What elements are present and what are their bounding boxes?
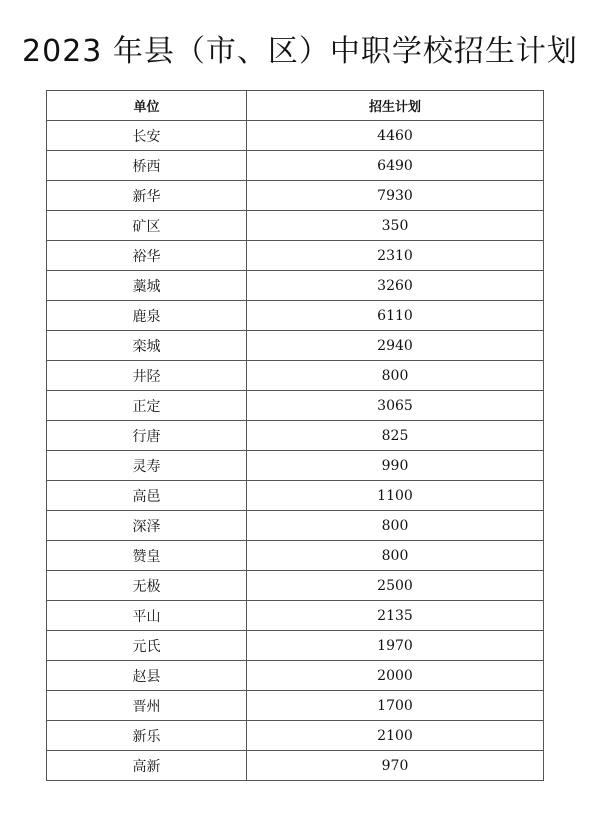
- table-row: [47, 391, 544, 421]
- table-row: [47, 271, 544, 301]
- enrollment-plan-table: [46, 90, 544, 781]
- unit-cell: 桥西: [47, 151, 247, 181]
- plan-cell: 350: [247, 211, 544, 241]
- plan-cell: 800: [247, 361, 544, 391]
- unit-cell: 平山: [47, 601, 247, 631]
- table-row: [47, 241, 544, 271]
- unit-cell: 元氏: [47, 631, 247, 661]
- plan-cell: 2940: [247, 331, 544, 361]
- plan-cell: 800: [247, 511, 544, 541]
- table-row: [47, 511, 544, 541]
- unit-cell: 深泽: [47, 511, 247, 541]
- plan-cell: 2135: [247, 601, 544, 631]
- unit-cell: 赵县: [47, 661, 247, 691]
- plan-cell: 2500: [247, 571, 544, 601]
- table-row: [47, 721, 544, 751]
- table-row: [47, 121, 544, 151]
- unit-cell: 裕华: [47, 241, 247, 271]
- unit-cell: 井陉: [47, 361, 247, 391]
- plan-cell: 6110: [247, 301, 544, 331]
- unit-cell: 灵寿: [47, 451, 247, 481]
- table-row: [47, 631, 544, 661]
- plan-cell: 800: [247, 541, 544, 571]
- page-title: 2023 年县（市、区）中职学校招生计划: [22, 34, 578, 69]
- unit-cell: 矿区: [47, 211, 247, 241]
- table-header-row: [47, 91, 544, 121]
- table-row: [47, 541, 544, 571]
- table-row: [47, 421, 544, 451]
- table-row: [47, 151, 544, 181]
- plan-cell: 2310: [247, 241, 544, 271]
- unit-cell: 高新: [47, 751, 247, 781]
- plan-cell: 4460: [247, 121, 544, 151]
- unit-cell: 栾城: [47, 331, 247, 361]
- unit-cell: 行唐: [47, 421, 247, 451]
- table-row: [47, 301, 544, 331]
- plan-cell: 6490: [247, 151, 544, 181]
- table-row: [47, 691, 544, 721]
- unit-cell: 藁城: [47, 271, 247, 301]
- table-row: [47, 661, 544, 691]
- plan-cell: 7930: [247, 181, 544, 211]
- plan-cell: 990: [247, 451, 544, 481]
- plan-cell: 1700: [247, 691, 544, 721]
- unit-cell: 无极: [47, 571, 247, 601]
- table-row: [47, 361, 544, 391]
- plan-cell: 3065: [247, 391, 544, 421]
- plan-cell: 825: [247, 421, 544, 451]
- table-row: [47, 481, 544, 511]
- plan-cell: 970: [247, 751, 544, 781]
- table-row: [47, 181, 544, 211]
- plan-cell: 3260: [247, 271, 544, 301]
- column-header-plan: 招生计划: [247, 91, 544, 121]
- unit-cell: 正定: [47, 391, 247, 421]
- plan-cell: 2100: [247, 721, 544, 751]
- unit-cell: 赞皇: [47, 541, 247, 571]
- table-row: [47, 601, 544, 631]
- unit-cell: 新华: [47, 181, 247, 211]
- unit-cell: 高邑: [47, 481, 247, 511]
- table-row: [47, 211, 544, 241]
- plan-cell: 2000: [247, 661, 544, 691]
- unit-cell: 晋州: [47, 691, 247, 721]
- table-row: [47, 331, 544, 361]
- plan-cell: 1100: [247, 481, 544, 511]
- column-header-unit: 单位: [47, 91, 247, 121]
- table-row: [47, 571, 544, 601]
- unit-cell: 长安: [47, 121, 247, 151]
- table-row: [47, 451, 544, 481]
- unit-cell: 鹿泉: [47, 301, 247, 331]
- unit-cell: 新乐: [47, 721, 247, 751]
- plan-cell: 1970: [247, 631, 544, 661]
- table-row: [47, 751, 544, 781]
